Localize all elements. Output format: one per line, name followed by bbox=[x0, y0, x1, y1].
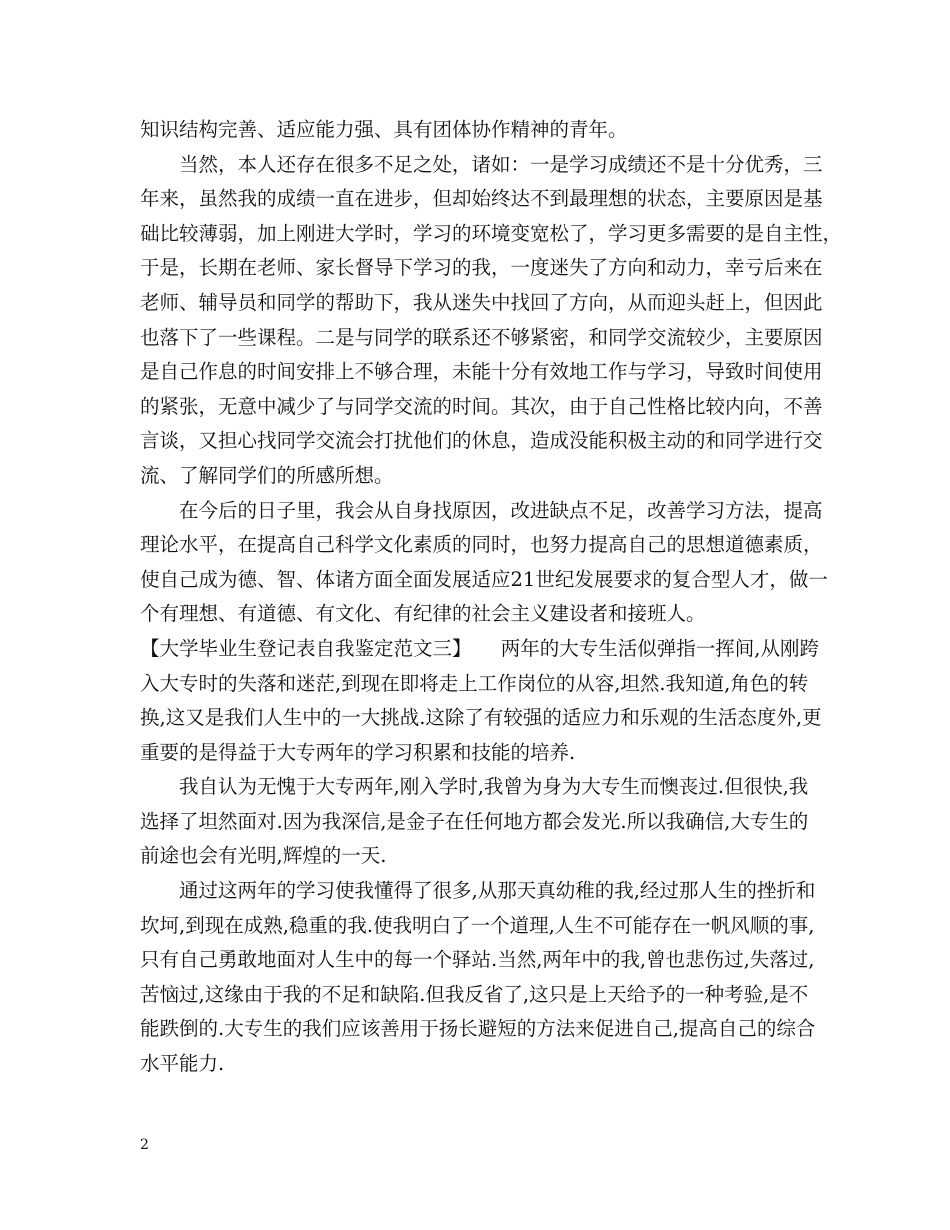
text-line: 个有理想、有道德、有文化、有纪律的社会主义建设者和接班人。 bbox=[140, 602, 706, 626]
text-line: 础比较薄弱，加上刚进大学时，学习的环境变宽松了，学习更多需要的是自主性， bbox=[140, 221, 843, 245]
text-line: 我自认为无愧于大专两年,刚入学时,我曾为身为大专生而懊丧过.但很快,我 bbox=[140, 775, 809, 799]
text-line: 选择了坦然面对.因为我深信,是金子在任何地方都会发光.所以我确信,大专生的 bbox=[140, 809, 809, 833]
text-line: 水平能力. bbox=[140, 1052, 225, 1076]
document-body bbox=[140, 113, 843, 1082]
text-line: 只有自己勇敢地面对人生中的每一个驿站.当然,两年中的我,曾也悲伤过,失落过, bbox=[140, 948, 815, 972]
text-line: 老师、辅导员和同学的帮助下，我从迷失中找回了方向，从而迎头赶上，但因此 bbox=[140, 290, 823, 314]
text-line: 当然，本人还存在很多不足之处，诸如：一是学习成绩还不是十分优秀，三 bbox=[140, 152, 823, 176]
text-line: 苦恼过,这缘由于我的不足和缺陷.但我反省了,这只是上天给予的一种考验,是不 bbox=[140, 982, 809, 1006]
text-line: 通过这两年的学习使我懂得了很多,从那天真幼稚的我,经过那人生的挫折和 bbox=[140, 879, 816, 903]
text-line: 也落下了一些课程。二是与同学的联系还不够紧密，和同学交流较少，主要原因 bbox=[140, 325, 823, 349]
text-line: 年来，虽然我的成绩一直在进步，但却始终达不到最理想的状态，主要原因是基 bbox=[140, 187, 823, 211]
text-line: 使自己成为德、智、体诸方面全面发展适应21世纪发展要求的复合型人才，做一 bbox=[140, 567, 828, 591]
text-line: 换,这又是我们人生中的一大挑战.这除了有较强的适应力和乐观的生活态度外,更 bbox=[140, 706, 822, 730]
text-line: 的紧张，无意中减少了与同学交流的时间。其次，由于自己性格比较内向，不善 bbox=[140, 394, 823, 418]
text-line: 流、了解同学们的所感所想。 bbox=[140, 463, 394, 487]
section-heading-line: 【大学毕业生登记表自我鉴定范文三】 两年的大专生活似弹指一挥间,从刚跨 bbox=[140, 636, 819, 660]
text-line: 理论水平，在提高自己科学文化素质的同时，也努力提高自己的思想道德素质， bbox=[140, 533, 823, 557]
text-line: 坎坷,到现在成熟,稳重的我.使我明白了一个道理,人生不可能存在一帆风顺的事, bbox=[140, 913, 815, 937]
page-number: 2 bbox=[140, 1137, 149, 1153]
text-line: 重要的是得益于大专两年的学习积累和技能的培养. bbox=[140, 740, 576, 764]
text-line: 知识结构完善、适应能力强、具有团体协作精神的青年。 bbox=[140, 118, 628, 141]
text-line: 前途也会有光明,辉煌的一天. bbox=[140, 844, 387, 868]
text-line: 能跌倒的.大专生的我们应该善用于扬长避短的方法来促进自己,提高自己的综合 bbox=[140, 1017, 816, 1041]
text-line: 在今后的日子里，我会从自身找原因，改进缺点不足，改善学习方法，提高 bbox=[140, 498, 823, 522]
text-line: 言谈，又担心找同学交流会打扰他们的休息，造成没能积极主动的和同学进行交 bbox=[140, 429, 823, 453]
text-line: 是自己作息的时间安排上不够合理，未能十分有效地工作与学习，导致时间使用 bbox=[140, 360, 823, 384]
text-line: 入大专时的失落和迷茫,到现在即将走上工作岗位的从容,坦然.我知道,角色的转 bbox=[140, 671, 809, 695]
text-line: 于是，长期在老师、家长督导下学习的我，一度迷失了方向和动力，幸亏后来在 bbox=[140, 256, 823, 280]
